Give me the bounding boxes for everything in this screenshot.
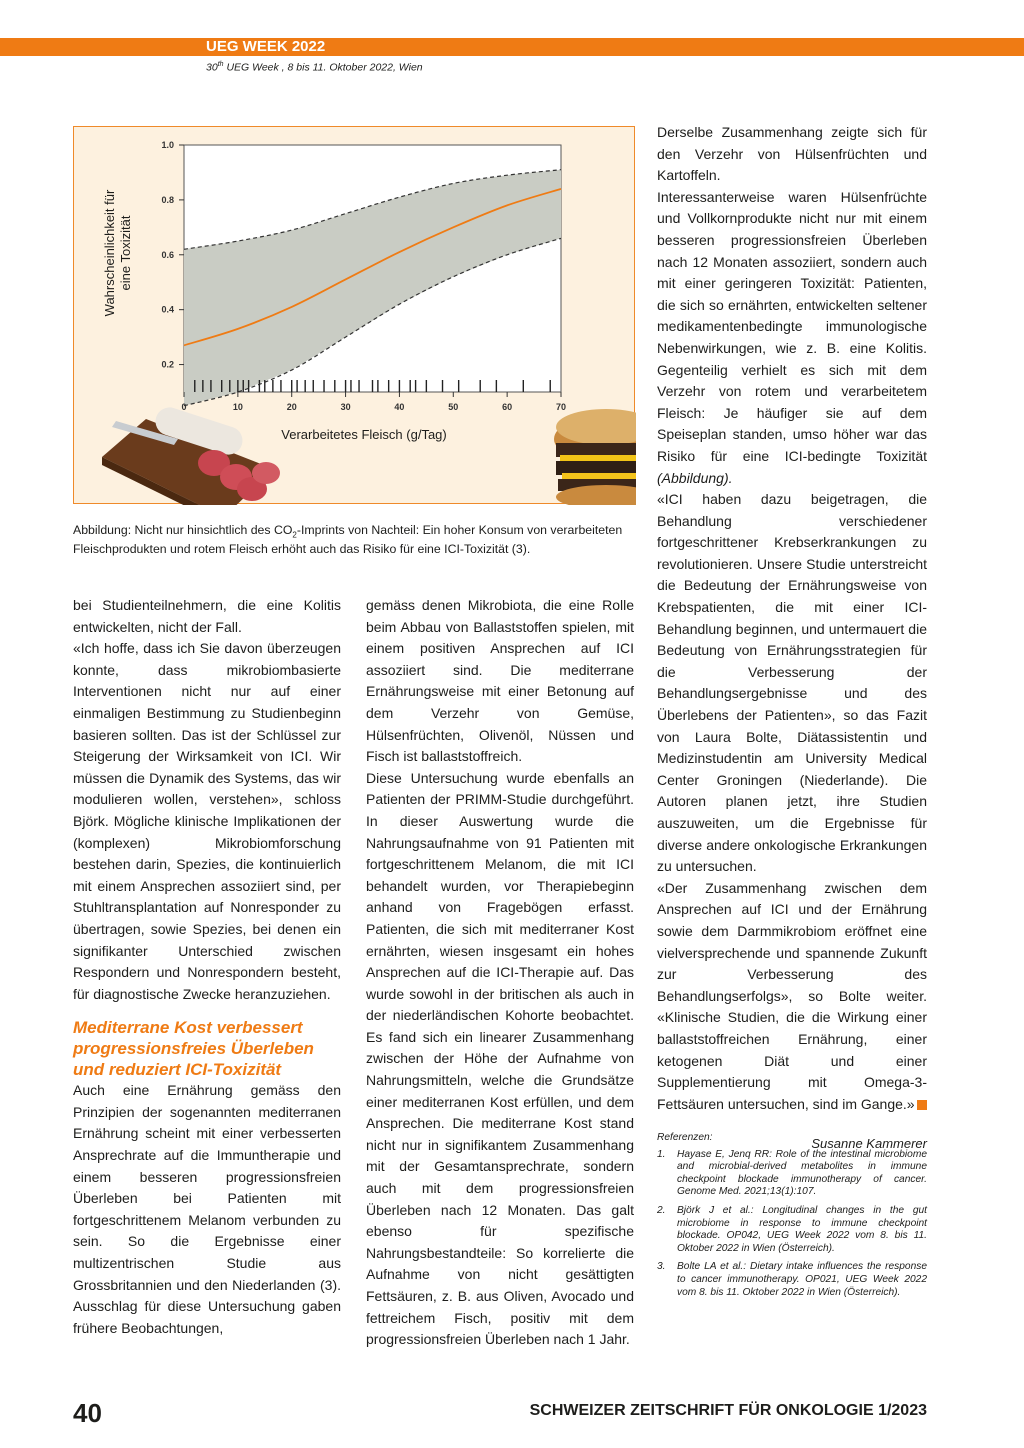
x-tick-label: 50 xyxy=(448,402,459,412)
paragraph: «Der Zusammenhang zwischen dem Ansprechen auf ICI und der Ernährung sowie dem Darmmikrobiom eröffnet eine vielversprechende und spannende Zukunft zur Verbesserung des Behandlungserfolgs», so Bolte weiter. «Klinische Studien, die die Wirkung einer ballaststoffreichen Ernährung, einer ketogenen Diät und einer Supplementierung mit Omega-3-Fettsäuren untersuchen, sind im Gange.» xyxy=(657,879,927,1112)
section-heading: Mediterrane Kost verbessert progressionsfreies Überleben und reduziert ICI-Toxizität xyxy=(73,1018,314,1080)
y-tick-label: 0.2 xyxy=(161,359,174,370)
header-subtitle: 30th UEG Week , 8 bis 11. Oktober 2022, Wien xyxy=(206,61,423,74)
salami-illustration xyxy=(102,404,280,505)
y-tick-label: 0.6 xyxy=(161,249,174,260)
y-tick-label: 0.4 xyxy=(161,304,174,315)
paragraph: «ICI haben dazu beigetragen, die Behandlung verschiedener fortgeschrittener Krebserkrankungen zu revolutionieren. Unsere Studie unterstreicht die Bedeutung der Ernährungsweise von Krebspatienten, die mit einer ICI-Behandlung beginnen, und untermauert die Bedeutung von Ernährungsstrategien für die Verbesserung der Behandlungsergebnisse und des Überlebens der Patienten», so das Fazit von Laura Bolte, Diätassistentin und Medizinstudentin am University Medical Center Groningen (Niederlande). Die Autoren planen jetzt, ihre Studien auszuweiten, um die Ergebnisse für diverse andere onkologische Erkrankungen zu untersuchen. xyxy=(657,491,927,875)
x-tick-label: 0 xyxy=(181,402,187,412)
reference-item: 1. Hayase E, Jenq RR: Role of the intestinal microbiome and microbial-derived metabolites in immune checkpoint blockade immunotherapy of cancer. Genome Med. 2021;13(1):107. xyxy=(657,1148,927,1198)
x-axis-label: Verarbeitetes Fleisch (g/Tag) xyxy=(281,427,447,442)
journal-name: SCHWEIZER ZEITSCHRIFT FÜR ONKOLOGIE 1/2023 xyxy=(529,1402,927,1419)
x-tick-label: 10 xyxy=(232,402,243,412)
text-column-1 xyxy=(73,595,341,1339)
header-title: UEG WEEK 2022 xyxy=(206,38,326,55)
paragraph: Interessanterweise waren Hülsenfrüchte und Vollkornprodukte nicht nur mit einem besseren progressionsfreien Überleben nach 12 Monaten assoziiert, sondern auch mit einer geringeren Toxizität: Patienten, die sich so ernährten, entwickelten seltener medikamentenbedingte immunologische Nebenwirkungen, wie z. B. eine Kolitis. Gegenteilig verhielt es sich mit dem Verzehr von rotem und verarbeitetem Fleisch: Je häufiger sie auf dem Speiseplan standen, umso höher war das Risiko für eine ICI-bedingte Toxizität (Abbildung). xyxy=(657,188,927,486)
paragraph: Auch eine Ernährung gemäss den Prinzipien der sogenannten mediterranen Ernährung scheint mit einer verbesserten Ansprechrate auf die Immuntherapie und einem besseren progressionsfreien Überleben bei Patienten mit fortgeschrittenem Melanom verbunden zu sein. So die Ergebnisse einer multizentrischen Studie aus Grossbritannien und den Niederlanden (3). Ausschlag für diese Untersuchung gaben frühere Beobachtungen, xyxy=(73,1082,341,1336)
end-square-icon xyxy=(917,1100,927,1110)
references xyxy=(657,1132,927,1305)
x-tick-label: 20 xyxy=(286,402,297,412)
y-axis-label-line1: Wahrscheinlichkeit für xyxy=(102,189,117,317)
reference-item: 3. Bolte LA et al.: Dietary intake influences the response to cancer immunotherapy. OP021, UEG Week 2022 vom 8. bis 11. Oktober 2022 in Wien (Österreich). xyxy=(657,1261,927,1298)
text-column-3 xyxy=(657,122,927,1155)
page-number: 40 xyxy=(73,1398,102,1428)
y-tick-label: 0.8 xyxy=(161,194,174,205)
figure xyxy=(73,126,635,504)
probability-chart xyxy=(74,127,636,505)
figure-caption: Abbildung: Nicht nur hinsichtlich des $CO_2$-Imprints von Nachteil: Ein hoher Konsum von verarbeiteten Fleischprodukten und rotem Fleisch erhöht auch das Risiko für eine ICI-Toxizität (3). xyxy=(73,523,623,557)
reference-item: 2. Björk J et al.: Longitudinal changes in the gut microbiome in response to immune checkpoint blockade. OP042, UEG Week 2022 vom 8. bis 11. Oktober 2022 in Wien (Österreich). xyxy=(657,1204,927,1254)
references-title: Referenzen: xyxy=(657,1132,713,1143)
paragraph: «Ich hoffe, dass ich Sie davon überzeugen konnte, dass mikrobiombasierte Interventionen nicht nur auf einer einmaligen Bestimmung zu Studienbeginn basieren sollten. Das ist der Schlüssel zur Steigerung der Wirksamkeit von ICI. Wir müssen die Dynamik des Systems, das wir modulieren wollen, verstehen», schloss Björk. Mögliche klinische Implikationen der (komplexen) Mikrobiomforschung bestehen darin, Spezies, die kontinuierlich mit einem Ansprechen assoziiert sind, per Stuhltransplantation auf Nonresponder zu übertragen, sowie Spezies, bei denen ein signifikanter Unterschied zwischen Respondern und Nonrespondern besteht, für diagnostische Zwecke heranzuziehen. xyxy=(73,640,341,1002)
x-tick-label: 70 xyxy=(555,402,567,412)
paragraph: Diese Untersuchung wurde ebenfalls an Patienten der PRIMM-Studie durchgeführt. In dieser Auswertung wurde die Nahrungsaufnahme von 91 Patienten mit fortgeschrittenem Melanom, die mit ICI behandelt wurden, vor Therapiebeginn anhand von Fragebögen erfasst. Patienten, die sich mit mediterraner Kost ernährten, wiesen insgesamt ein hohes Ansprechen auf die ICI-Therapie auf. Das wurde sowohl in der britischen als auch in der niederländischen Kohorte beobachtet. Es fand sich ein linearer Zusammenhang zwischen der Höhe der Aufnahme von Nahrungsmitteln, welche die Grundsätze einer mediterranen Kost erfüllen, und dem Ansprechen. Die mediterrane Kost stand nicht nur in signifikantem Zusammenhang mit der Gesamtansprechrate, sondern auch mit dem progressionsfreien Überleben nach 12 Monaten. Das galt ebenso für spezifische Nahrungsbestandteile: So korrelierte die Aufnahme von nicht gesättigten Fettsäuren, z. B. aus Oliven, Avocado und fettreichem Fisch, positiv mit dem progressionsfreien Überleben nach 1 Jahr. xyxy=(366,769,634,1348)
paragraph: gemäss denen Mikrobiota, die eine Rolle beim Abbau von Ballaststoffen spielen, mit einem positiven Ansprechen auf ICI assoziiert sind. Die mediterrane Ernährungsweise mit einer Betonung auf dem Verzehr von Gemüse, Hülsenfrüchten, Olivenöl, Nüssen und Fisch ist ballaststoffreich. xyxy=(366,597,634,765)
paragraph: Derselbe Zusammenhang zeigte sich für den Verzehr von Hülsenfrüchten und Kartoffeln. xyxy=(657,124,927,184)
x-tick-label: 40 xyxy=(394,402,405,412)
x-tick-label: 60 xyxy=(502,402,513,412)
text-column-2 xyxy=(366,595,634,1351)
burger-illustration xyxy=(554,409,636,505)
x-tick-label: 30 xyxy=(340,402,351,412)
author-name: Susanne Kammerer xyxy=(811,1136,927,1152)
y-axis-label-line2: eine Toxizität xyxy=(118,215,133,291)
paragraph: bei Studienteilnehmern, die eine Kolitis entwickelten, nicht der Fall. xyxy=(73,597,341,635)
y-tick-label: 1.0 xyxy=(161,140,174,150)
header-bar xyxy=(0,38,1024,56)
